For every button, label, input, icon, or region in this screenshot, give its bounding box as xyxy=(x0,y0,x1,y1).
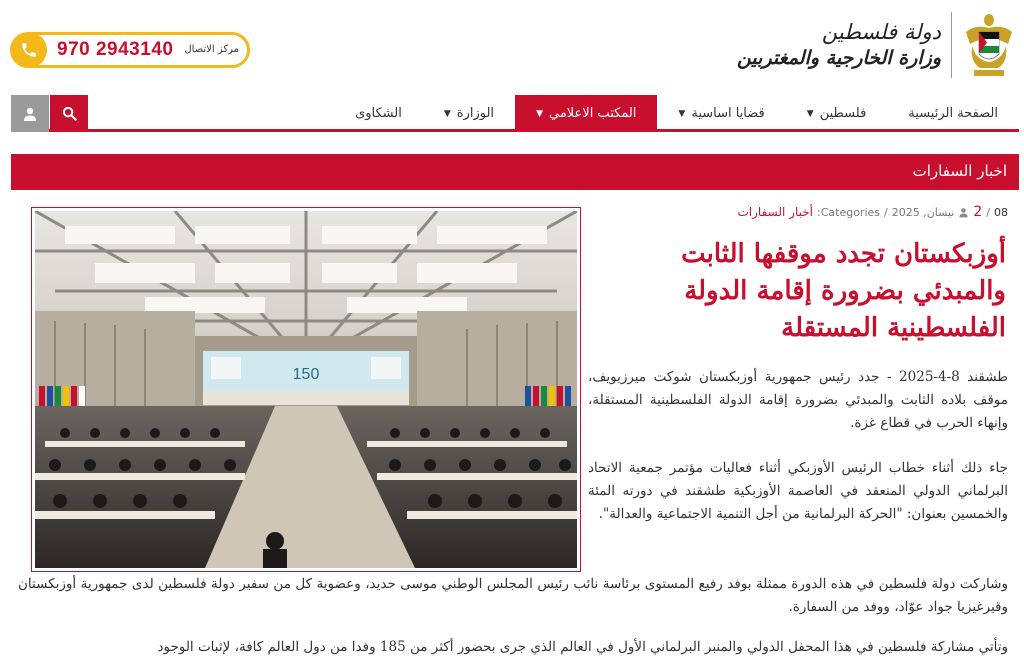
chevron-down-icon: ▼ xyxy=(678,108,686,119)
conference-hall-photo xyxy=(35,211,577,568)
meta-separator: / xyxy=(986,205,990,219)
article-paragraph: طشقند 8-4-2025 - جدد رئيس جمهورية أوزبكستان شوكت ميرزيويف، موقف بلاده الثابت والمبدئي بضرورة إقامة الدولة الفلسطينية المستقلة، وإنهاء الحرب في قطاع غزة. xyxy=(588,369,1008,431)
search-button[interactable] xyxy=(50,95,88,132)
call-center-number[interactable]: 970 2943140 xyxy=(57,39,174,60)
categories-label: Categories: xyxy=(817,205,881,219)
chevron-down-icon: ▼ xyxy=(536,108,543,119)
phone-icon xyxy=(11,32,47,68)
user-login-button[interactable] xyxy=(11,95,49,132)
nav-item-home[interactable] xyxy=(887,95,1019,132)
section-title[interactable]: اخبار السفارات xyxy=(912,162,1007,180)
user-icon xyxy=(22,106,38,122)
nav-item-label: قضايا اساسية xyxy=(691,106,765,121)
category-link[interactable]: أخبار السفارات xyxy=(737,205,813,219)
nav-item-label: المكتب الاعلامي xyxy=(548,106,637,121)
call-center-badge[interactable] xyxy=(10,32,250,68)
nav-item-label: الوزارة xyxy=(456,106,495,121)
article-paragraph: وشاركت دولة فلسطين في هذه الدورة ممثلة بوفد رفيع المستوى برئاسة نائب رئيس المجلس الوطني موسى حديد، وعضوية كل من سفير دولة فلسطين لدى جمهورية أوزبكستان وقيرغيزيا جواد عوّاد، ووفد من السفارة. xyxy=(18,576,1008,615)
call-center-label: مركز الاتصال xyxy=(184,44,239,55)
search-icon xyxy=(62,106,77,121)
logo-wordmark xyxy=(737,19,941,71)
article-date-day: 08 xyxy=(994,205,1008,219)
palestine-eagle-emblem-icon xyxy=(962,10,1016,80)
logo-divider xyxy=(951,12,952,78)
user-icon xyxy=(958,207,969,218)
logo-line-state: دولة فلسطين xyxy=(821,20,941,44)
nav-item-palestine[interactable] xyxy=(786,95,888,132)
article-paragraph: جاء ذلك أثناء خطاب الرئيس الأوزبكي أثناء فعاليات مؤتمر جمعية الاتحاد البرلماني الدولي المنعقد في العاصمة الأوزبكية طشقند في دورته المئة والخمسين بعنوان: "الحركة البرلمانية من أجل التنمية الاجتماعية والعدالة". xyxy=(588,460,1008,522)
nav-menu xyxy=(334,95,1019,132)
nav-item-complaints[interactable] xyxy=(334,95,423,132)
article-paragraph: وتأتي مشاركة فلسطين في هذا المحفل الدولي والمنبر البرلماني الأول في العالم الذي جرى بحضور أكثر من 185 وفدا من دول العالم كافة، لإثبات الوجود xyxy=(157,639,1008,655)
article-date-month-year: نيسان, 2025 xyxy=(891,205,955,219)
article-title: أوزبكستان تجدد موقفها الثابت والمبدئي بضرورة إقامة الدولة الفلسطينية المستقلة xyxy=(681,239,1006,343)
meta-separator: / xyxy=(884,205,888,219)
article-views-count: 2 xyxy=(973,204,983,220)
stage-screen-text: 150 xyxy=(292,366,320,383)
section-header-bar xyxy=(11,154,1019,190)
nav-item-key-issues[interactable] xyxy=(657,95,785,132)
nav-item-label: فلسطين xyxy=(819,106,867,121)
article-meta xyxy=(738,204,1009,220)
nav-item-media-office[interactable] xyxy=(515,95,657,132)
nav-item-label: الشكاوى xyxy=(355,106,402,121)
site-header xyxy=(0,0,1024,95)
nav-item-ministry[interactable] xyxy=(423,95,515,132)
main-navigation xyxy=(11,95,1019,132)
chevron-down-icon: ▼ xyxy=(443,108,451,119)
chevron-down-icon: ▼ xyxy=(806,108,814,119)
site-logo[interactable] xyxy=(737,10,1016,80)
logo-line-ministry: وزارة الخارجية والمغتربين xyxy=(736,47,941,69)
article-image-frame[interactable] xyxy=(31,207,581,572)
nav-item-label: الصفحة الرئيسية xyxy=(908,106,998,121)
